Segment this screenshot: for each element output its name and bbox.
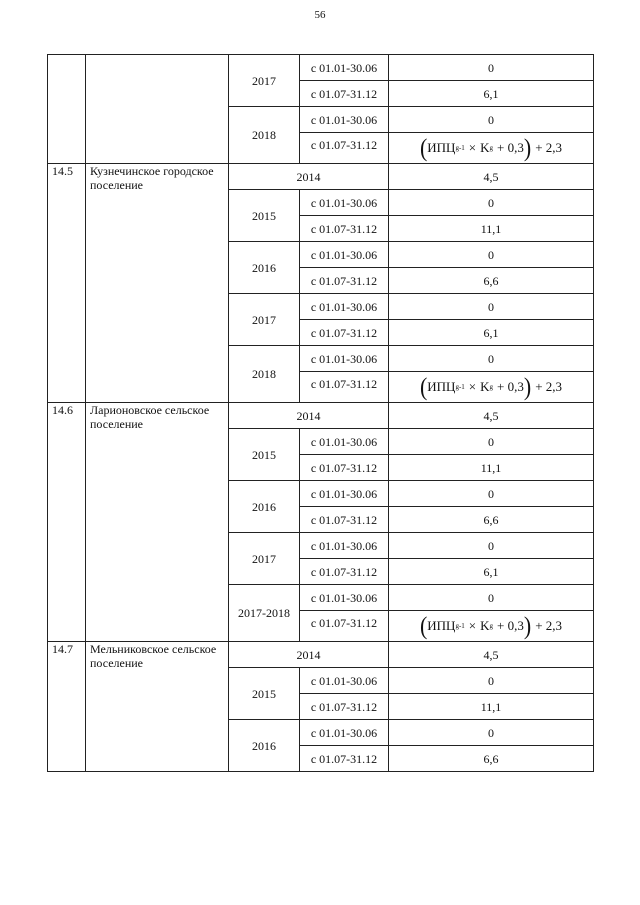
formula-open-paren: ( [419,611,428,640]
value-cell: 6,1 [389,320,594,346]
period-cell: с 01.01-30.06 [300,346,389,372]
value-cell: 0 [389,720,594,746]
period-cell: с 01.01-30.06 [300,294,389,320]
table-row [48,55,594,81]
formula-tail: + 2,3 [535,618,563,633]
period-cell: с 01.01-30.06 [300,107,389,133]
value-cell: 6,6 [389,746,594,772]
year-cell: 2014 [229,403,389,429]
period-cell: с 01.01-30.06 [300,533,389,559]
item-number-cell [48,55,86,164]
formula-plus-const: + 0,3 [497,140,524,155]
page-number: 56 [314,9,326,21]
value-cell: 0 [389,429,594,455]
formula-k-sub: g [489,144,494,152]
value-cell: 4,5 [389,403,594,429]
formula-mult: × [468,379,477,394]
period-cell: с 01.01-30.06 [300,242,389,268]
formula-ipc-sub: g-1 [455,383,465,391]
year-cell: 2017 [229,533,300,585]
period-cell: с 01.07-31.12 [300,559,389,585]
year-cell: 2015 [229,190,300,242]
formula-ipc: ИПЦ [427,379,456,394]
year-cell: 2015 [229,668,300,720]
item-number-cell: 14.5 [48,164,86,403]
period-cell: с 01.07-31.12 [300,372,389,403]
year-cell: 2016 [229,481,300,533]
period-cell: с 01.01-30.06 [300,668,389,694]
year-cell: 2015 [229,429,300,481]
value-cell: 4,5 [389,642,594,668]
value-cell: 0 [389,107,594,133]
year-cell: 2017 [229,294,300,346]
value-formula-cell [389,133,594,164]
value-cell: 6,1 [389,81,594,107]
year-cell: 2017 [229,55,300,107]
table-row [48,403,594,429]
tariff-table-body [48,55,594,772]
formula-mult: × [468,618,477,633]
settlement-name-cell: Мельниковское сельское поселение [86,642,229,772]
period-cell: с 01.07-31.12 [300,133,389,164]
formula-k: K [480,379,490,394]
value-cell: 0 [389,242,594,268]
value-formula-cell [389,611,594,642]
value-cell: 11,1 [389,455,594,481]
item-number-cell: 14.6 [48,403,86,642]
period-cell: с 01.07-31.12 [300,216,389,242]
year-cell: 2014 [229,642,389,668]
value-cell: 0 [389,668,594,694]
formula-k: K [480,140,490,155]
formula-k-sub: g [489,383,494,391]
year-cell: 2017-2018 [229,585,300,642]
year-cell: 2014 [229,164,389,190]
period-cell: с 01.01-30.06 [300,429,389,455]
value-cell: 6,6 [389,507,594,533]
value-formula-cell [389,372,594,403]
period-cell: с 01.07-31.12 [300,81,389,107]
tariff-formula [419,372,563,401]
value-cell: 11,1 [389,694,594,720]
value-cell: 0 [389,533,594,559]
formula-ipc-sub: g-1 [455,144,465,152]
value-cell: 6,6 [389,268,594,294]
formula-plus-const: + 0,3 [497,618,524,633]
formula-mult: × [468,140,477,155]
period-cell: с 01.07-31.12 [300,320,389,346]
value-cell: 0 [389,481,594,507]
settlement-name-cell [86,55,229,164]
period-cell: с 01.07-31.12 [300,611,389,642]
tariff-table [47,54,594,772]
period-cell: с 01.07-31.12 [300,694,389,720]
table-row [48,642,594,668]
value-cell: 0 [389,190,594,216]
value-cell: 0 [389,346,594,372]
period-cell: с 01.07-31.12 [300,746,389,772]
period-cell: с 01.01-30.06 [300,585,389,611]
period-cell: с 01.07-31.12 [300,268,389,294]
value-cell: 11,1 [389,216,594,242]
formula-close-paren: ) [523,611,532,640]
formula-k: K [480,618,490,633]
settlement-name-cell: Кузнечинское городское поселение [86,164,229,403]
period-cell: с 01.01-30.06 [300,190,389,216]
formula-close-paren: ) [523,133,532,162]
value-cell: 0 [389,585,594,611]
tariff-formula [419,133,563,162]
formula-open-paren: ( [419,372,428,401]
settlement-name-cell: Ларионовское сельское поселение [86,403,229,642]
year-cell: 2016 [229,720,300,772]
formula-tail: + 2,3 [535,140,563,155]
period-cell: с 01.01-30.06 [300,55,389,81]
period-cell: с 01.01-30.06 [300,720,389,746]
value-cell: 6,1 [389,559,594,585]
formula-open-paren: ( [419,133,428,162]
formula-ipc: ИПЦ [427,140,456,155]
formula-ipc-sub: g-1 [455,622,465,630]
item-number-cell: 14.7 [48,642,86,772]
formula-tail: + 2,3 [535,379,563,394]
formula-ipc: ИПЦ [427,618,456,633]
year-cell: 2018 [229,107,300,164]
tariff-formula [419,611,563,640]
formula-close-paren: ) [523,372,532,401]
year-cell: 2018 [229,346,300,403]
period-cell: с 01.01-30.06 [300,481,389,507]
value-cell: 0 [389,55,594,81]
value-cell: 0 [389,294,594,320]
period-cell: с 01.07-31.12 [300,455,389,481]
year-cell: 2016 [229,242,300,294]
formula-k-sub: g [489,622,494,630]
period-cell: с 01.07-31.12 [300,507,389,533]
formula-plus-const: + 0,3 [497,379,524,394]
table-row [48,164,594,190]
value-cell: 4,5 [389,164,594,190]
